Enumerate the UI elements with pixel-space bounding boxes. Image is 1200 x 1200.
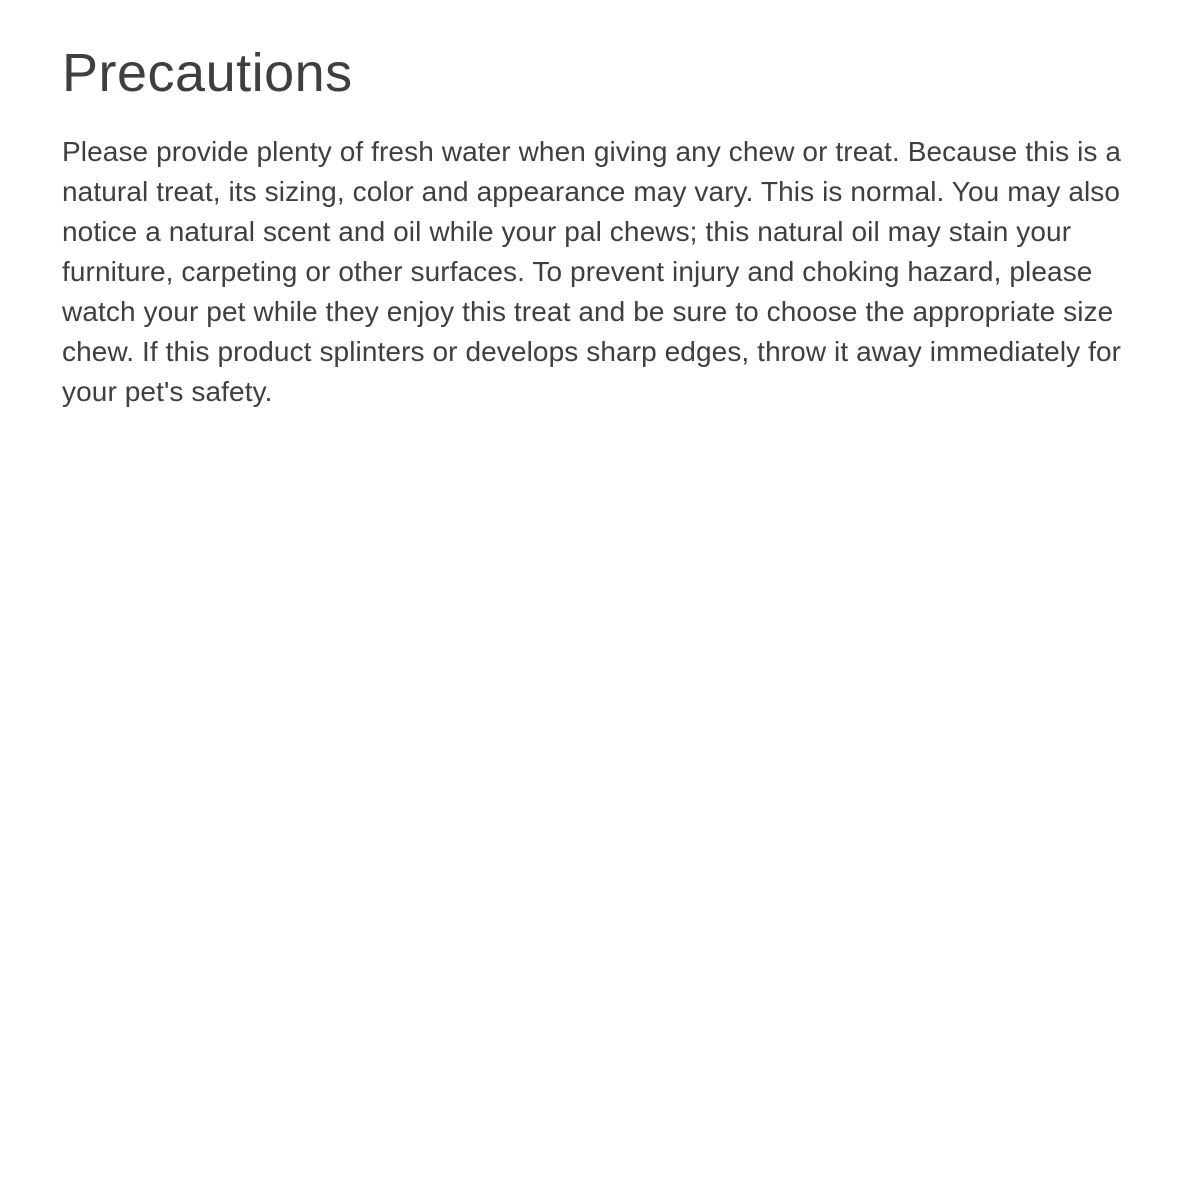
precautions-paragraph: Please provide plenty of fresh water when giving any chew or treat. Because this is a natural treat, its sizing, color and appearance may vary. This is normal. You may also notice a natural scent and oil while your pal chews; this natural oil may stain your furniture, carpeting or other surfaces. To prevent injury and choking hazard, please watch your pet while they enjoy this treat and be sure to choose the appropriate size chew. If this product splinters or develops sharp edges, throw it away immediately for your pet's safety. [62, 135, 1122, 407]
section-title: Precautions [62, 43, 353, 103]
